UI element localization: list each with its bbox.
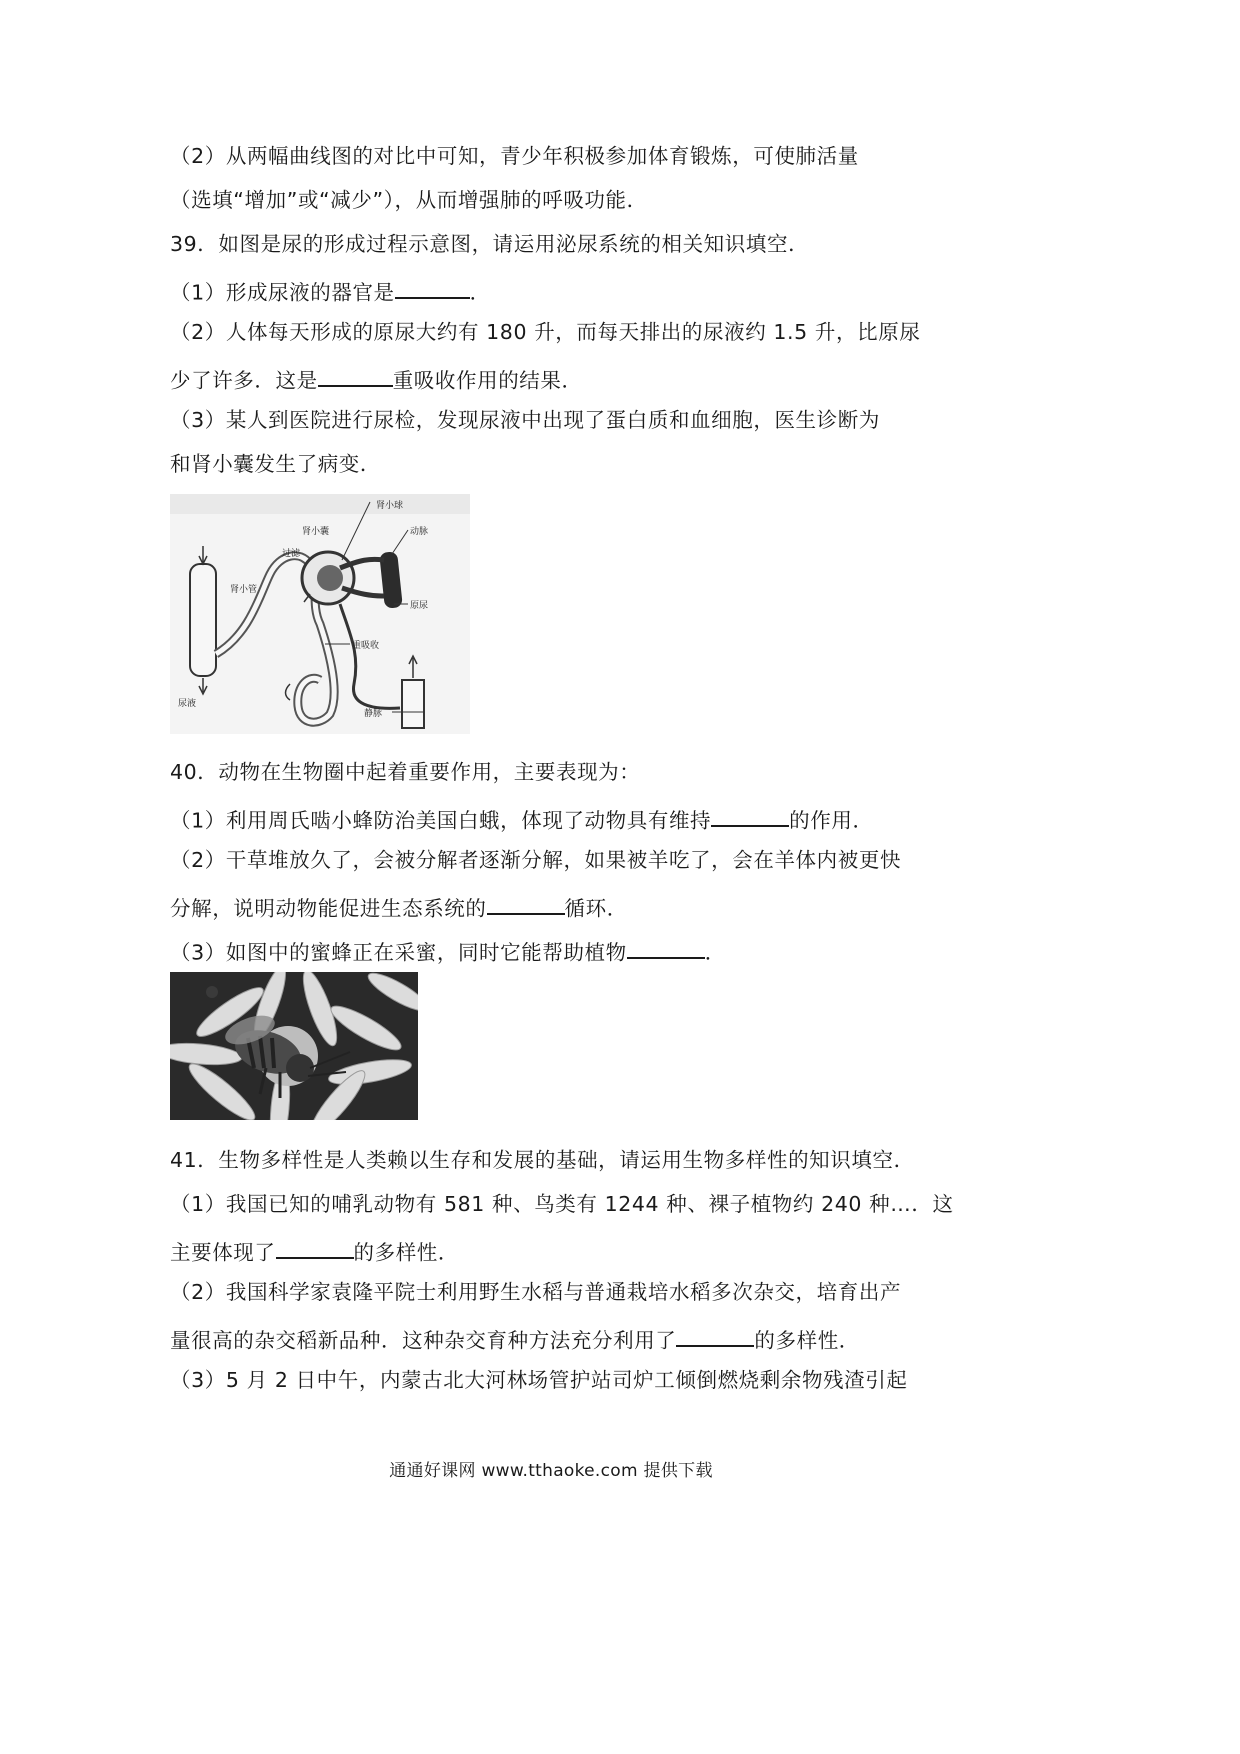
q41-stem: 41．生物多样性是人类赖以生存和发展的基础，请运用生物多样性的知识填空．: [170, 1148, 915, 1172]
nephron-diagram: [170, 494, 470, 734]
q39-stem: 39．如图是尿的形成过程示意图，请运用泌尿系统的相关知识填空．: [170, 232, 810, 256]
label-urine: 尿液: [178, 699, 197, 709]
label-vein: 静脉: [364, 709, 383, 719]
label-artery: 动脉: [410, 527, 429, 537]
answer-blank: [276, 1238, 354, 1259]
answer-blank: [711, 806, 789, 827]
q40-part2-line2: 分解，说明动物能促进生态系统的 循环．: [170, 894, 628, 919]
q39-part2-line1: （2）人体每天形成的原尿大约有 180 升，而每天排出的尿液约 1.5 升，比原尿: [170, 320, 921, 344]
bee-photo: [170, 972, 418, 1120]
q40-part3: （3）如图中的蜜蜂正在采蜜，同时它能帮助植物 ．: [170, 938, 726, 963]
q40-part1: （1）利用周氏啮小蜂防治美国白蛾，体现了动物具有维持 的作用．: [170, 806, 874, 831]
q39-part1: （1）形成尿液的器官是 ．: [170, 278, 491, 303]
label-filter: 过滤: [282, 549, 301, 559]
bee-on-flower-image: [170, 972, 418, 1120]
answer-blank: [487, 894, 565, 915]
label-tubule: 肾小管: [230, 585, 258, 595]
q39-part2-line2: 少了许多．这是 重吸收作用的结果．: [170, 366, 583, 391]
label-urine-orig: 原尿: [410, 601, 429, 611]
q41-part2-line1: （2）我国科学家袁隆平院士利用野生水稻与普通栽培水稻多次杂交，培育出产: [170, 1280, 902, 1304]
q41-part1-line2: 主要体现了 的多样性．: [170, 1238, 459, 1263]
q41-part2-line2: 量很高的杂交稻新品种．这种杂交育种方法充分利用了 的多样性．: [170, 1326, 860, 1351]
q41-part1-line1: （1）我国已知的哺乳动物有 581 种、鸟类有 1244 种、裸子植物约 240 种…．这: [170, 1192, 954, 1216]
q38-part2-line2: （选填“增加”或“减少”），从而增强肺的呼吸功能．: [170, 188, 648, 212]
label-capsule: 肾小囊: [302, 527, 330, 537]
answer-blank: [395, 278, 470, 299]
q39-part3-line2: 和肾小囊发生了病变．: [170, 452, 381, 476]
q38-part2-line1: （2）从两幅曲线图的对比中可知，青少年积极参加体育锻炼，可使肺活量: [170, 144, 859, 168]
label-reabsorb: 重吸收: [352, 641, 380, 651]
answer-blank: [627, 938, 705, 959]
nephron-figure: [170, 494, 470, 734]
page-footer: 通通好课网 www.tthaoke.com 提供下载: [389, 1461, 713, 1481]
q40-stem: 40．动物在生物圈中起着重要作用，主要表现为：: [170, 760, 641, 784]
q39-part3-line1: （3）某人到医院进行尿检，发现尿液中出现了蛋白质和血细胞，医生诊断为: [170, 408, 880, 432]
answer-blank: [318, 366, 393, 387]
q40-part2-line1: （2）干草堆放久了，会被分解者逐渐分解，如果被羊吃了，会在羊体内被更快: [170, 848, 902, 872]
q41-part3-line1: （3）5 月 2 日中午，内蒙古北大河林场管护站司炉工倾倒燃烧剩余物残渣引起: [170, 1368, 908, 1392]
answer-blank: [676, 1326, 754, 1347]
label-glomerulus: 肾小球: [376, 501, 404, 511]
